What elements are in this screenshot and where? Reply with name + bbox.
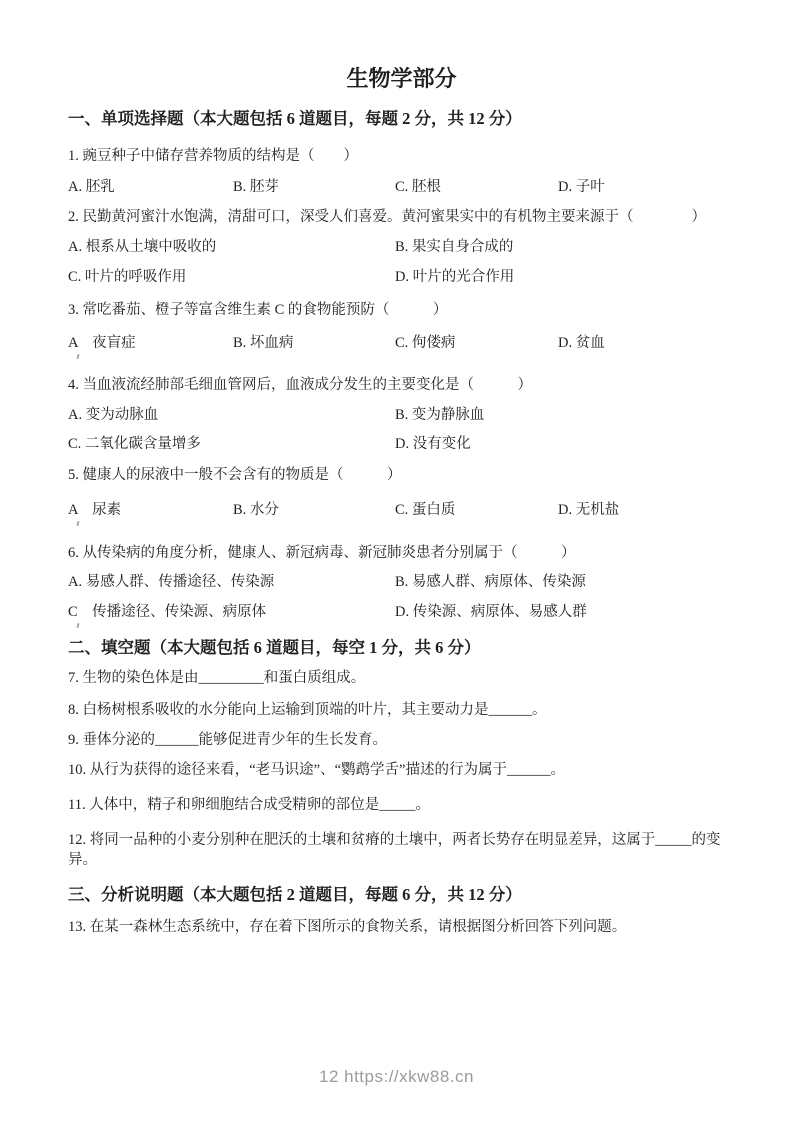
question-1-option-c: C. 胚根 [395, 179, 441, 195]
question-1-option-a: A. 胚乳 [68, 179, 115, 195]
question-6-stem: 6. 从传染病的角度分析，健康人、新冠病毒、新冠肺炎患者分别属于（ ） [68, 545, 576, 561]
question-4-options-row-1 [68, 405, 735, 425]
question-12: 12. 将同一品种的小麦分别种在肥沃的土壤和贫瘠的土壤中，两者长势存在明显差异，这属于_____的变异。 [68, 832, 721, 868]
question-5-option-b: B. 水分 [233, 502, 279, 518]
question-4-option-c: C. 二氧化碳含量增多 [68, 436, 201, 452]
question-3-options [68, 333, 735, 353]
question-6-options-row-2 [68, 602, 735, 622]
question-4-option-d: D. 没有变化 [395, 436, 471, 452]
question-4-option-a: A. 变为动脉血 [68, 407, 159, 423]
question-6-option-c: C 传播途径、传染源、病原体 [68, 602, 395, 622]
section-2-heading: 二、填空题（本大题包括 6 道题目，每空 1 分，共 6 分） [68, 638, 481, 657]
question-11: 11. 人体中，精子和卵细胞结合成受精卵的部位是_____。 [68, 797, 430, 813]
question-10: 10. 从行为获得的途径来看，“老马识途”、“鹦鹉学舌”描述的行为属于______。 [68, 762, 565, 778]
question-2-option-c: C. 叶片的呼吸作用 [68, 269, 187, 285]
question-6-option-a: A. 易感人群、传播途径、传染源 [68, 574, 275, 590]
question-2-options-row-2 [68, 267, 735, 287]
page-footer-watermark: 12 https://xkw88.cn [318, 1067, 475, 1086]
question-1-option-b: B. 胚芽 [233, 179, 279, 195]
question-2-option-a: A. 根系从土壤中吸收的 [68, 239, 217, 255]
question-5-stem: 5. 健康人的尿液中一般不会含有的物质是（ ） [68, 467, 402, 483]
question-9: 9. 垂体分泌的______能够促进青少年的生长发育。 [68, 732, 387, 748]
question-2-options-row-1 [68, 237, 735, 257]
question-6-options-row-1 [68, 572, 735, 592]
question-1-options [68, 177, 735, 197]
section-1-heading: 一、单项选择题（本大题包括 6 道题目，每题 2 分，共 12 分） [68, 109, 522, 128]
question-3-stem: 3. 常吃番茄、橙子等富含维生素 C 的食物能预防（ ） [68, 302, 448, 318]
question-2-option-d: D. 叶片的光合作用 [395, 269, 515, 285]
question-4-options-row-2 [68, 434, 735, 454]
question-13: 13. 在某一森林生态系统中，存在着下图所示的食物关系，请根据图分析回答下列问题。 [68, 919, 627, 935]
question-3-option-c: C. 佝偻病 [395, 335, 456, 351]
question-5-option-a: A 尿素 [68, 500, 233, 520]
question-6-option-d: D. 传染源、病原体、易感人群 [395, 604, 587, 620]
question-1-stem: 1. 豌豆种子中储存营养物质的结构是（ ） [68, 148, 358, 164]
question-3-option-b: B. 坏血病 [233, 335, 294, 351]
question-3-option-a: A 夜盲症 [68, 333, 233, 353]
question-4-option-b: B. 变为静脉血 [395, 407, 485, 423]
question-2-stem: 2. 民勤黄河蜜汁水饱满，清甜可口，深受人们喜爱。黄河蜜果实中的有机物主要来源于（ ） [68, 209, 706, 225]
question-7: 7. 生物的染色体是由_________和蛋白质组成。 [68, 670, 366, 686]
question-4-stem: 4. 当血液流经肺部毛细血管网后，血液成分发生的主要变化是（ ） [68, 377, 532, 393]
question-6-option-b: B. 易感人群、病原体、传染源 [395, 574, 586, 590]
question-1-option-d: D. 子叶 [558, 179, 605, 195]
question-5-options [68, 500, 735, 520]
question-5-option-d: D. 无机盐 [558, 502, 620, 518]
section-3-heading: 三、分析说明题（本大题包括 2 道题目，每题 6 分，共 12 分） [68, 885, 522, 904]
question-3-option-d: D. 贫血 [558, 335, 605, 351]
question-8: 8. 白杨树根系吸收的水分能向上运输到顶端的叶片，其主要动力是______。 [68, 702, 547, 718]
page-title: 生物学部分 [346, 66, 457, 91]
question-2-option-b: B. 果实自身合成的 [395, 239, 514, 255]
question-5-option-c: C. 蛋白质 [395, 502, 456, 518]
